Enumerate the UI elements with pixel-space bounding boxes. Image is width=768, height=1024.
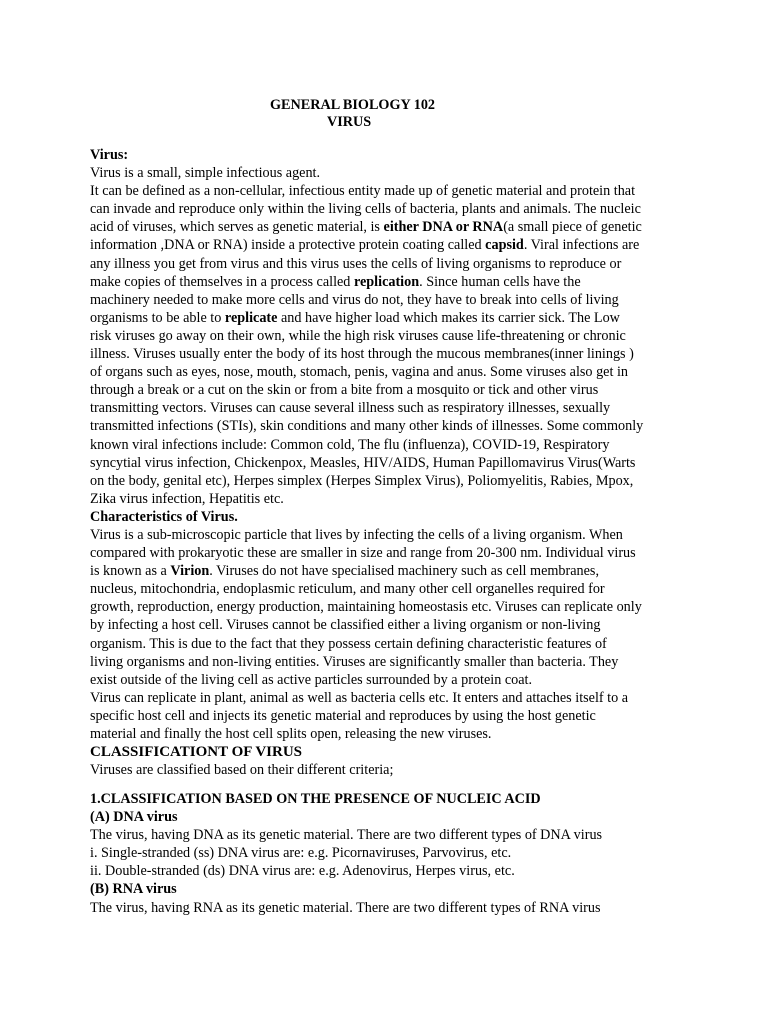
paragraph-line [90,635,690,653]
text-run: organisms to be able to [90,309,225,326]
section-heading-classification: CLASSIFICATIONT OF VIRUS [90,744,302,761]
text-run: exist outside of the living cell as active particles surrounded by a protein coat. [90,671,533,688]
section-characteristics-body [90,526,690,743]
text-run: compared with prokaryotic these are smaller in size and range from 20-300 nm. Individual virus [90,545,636,562]
text-run: growth, reproduction, energy production, maintaining homeostasis etc. Viruses can replicate only [90,599,642,616]
section-heading-nucleic-acid: 1.CLASSIFICATION BASED ON THE PRESENCE OF NUCLEIC ACID [90,791,541,807]
text-run: organism. This is due to the fact that they possess certain defining characteristic features of [90,635,607,652]
classification-intro: Viruses are classified based on their different criteria; [90,762,394,779]
text-run: make copies of themselves in a process called [90,273,354,290]
paragraph-line [90,671,690,689]
section-heading-virus: Virus: [90,147,129,163]
text-run: It can be defined as a non-cellular, infectious entity made up of genetic material and protein that [90,183,636,200]
paragraph-line [90,399,690,417]
paragraph-line [90,218,690,236]
paragraph-line [90,544,690,562]
paragraph-line [90,345,690,363]
text-run: living organisms and non-living entities. Viruses are significantly smaller than bacteria. They [90,653,619,670]
paragraph-line [90,164,690,182]
subheading-dna-virus: (A) DNA virus [90,809,178,826]
section-virus [90,146,690,779]
text-run: transmitted infections (STIs), skin conditions and many other kinds of illnesses. Some commonly [90,418,644,435]
paragraph-line [90,598,690,616]
paragraph-line [90,417,690,435]
text-run: illness. Viruses usually enter the body of its host through the mucous membranes(inner linings ) [90,346,634,363]
paragraph-line [90,653,690,671]
text-run: transmitting vectors. Viruses can cause several illness such as respiratory illnesses, sexually [90,400,611,417]
text-run: information ,DNA or RNA) inside a protective protein coating called [90,237,486,254]
text-run: can invade and reproduce only within the living cells of bacteria, plants and animals. The nucleic [90,201,641,218]
paragraph-line [90,309,690,327]
bold-term: Virion [170,563,210,580]
text-run: machinery needed to make more cells and virus do not, they have to break into cells of living [90,291,619,308]
paragraph-line [90,526,690,544]
paragraph-line [90,327,690,345]
text-run: . Viral infections are [523,237,640,254]
bold-term: replicate [224,309,278,326]
paragraph-line [90,472,690,490]
paragraph-line [90,363,690,381]
paragraph-line [90,273,690,291]
paragraph-line [90,182,690,200]
rna-virus-line: The virus, having RNA as its genetic material. There are two different types of RNA virus [90,899,601,916]
paragraph-line [90,436,690,454]
bold-term: either DNA or RNA [383,219,504,236]
text-run: acid of viruses, which serves as genetic material, is [90,219,384,236]
document-title: GENERAL BIOLOGY 102 [270,97,436,113]
section-virus-body [90,164,690,508]
text-run: is known as a [90,563,171,580]
text-run: Zika virus infection, Hepatitis etc. [90,490,284,507]
text-run: by infecting a host cell. Viruses cannot be classified either a living organism or non-living [90,617,601,634]
text-run: . Viruses do not have specialised machinery such as cell membranes, [209,563,599,580]
paragraph-line [90,562,690,580]
section-heading-characteristics: Characteristics of Virus. [90,508,238,525]
paragraph-line [90,725,690,743]
dna-virus-line: ii. Double-stranded (ds) DNA virus are: e.g. Adenovirus, Herpes virus, etc. [90,863,515,880]
paragraph-line [90,291,690,309]
text-run: specific host cell and injects its genetic material and reproduces by using the host genetic [90,707,596,724]
text-run: syncytial virus infection, Chickenpox, Measles, HIV/AIDS, Human Papillomavirus Virus(Warts [90,454,636,471]
text-run: (a small piece of genetic [503,219,642,236]
text-run: material and finally the host cell splits open, releasing the new viruses. [90,726,492,742]
text-run: Virus is a small, simple infectious agent. [90,165,321,182]
text-run: and have higher load which makes its carrier sick. The Low [277,309,620,326]
text-run: risk viruses go away on their own, while the high risk viruses cause life-threatening or chronic [90,327,626,344]
subheading-rna-virus: (B) RNA virus [90,881,177,898]
paragraph-line [90,236,690,254]
text-run: nucleus, mitochondria, endoplasmic reticulum, and many other cell organelles required for [90,581,605,598]
paragraph-line [90,616,690,634]
dna-virus-line: i. Single-stranded (ss) DNA virus are: e.g. Picornaviruses, Parvovirus, etc. [90,845,512,862]
paragraph-line [90,200,690,218]
text-run: of organs such as eyes, nose, mouth, stomach, penis, vagina and anus. Some viruses also get in [90,364,628,381]
paragraph-line [90,381,690,399]
text-run: through a break or a cut on the skin or from a bite from a mosquito or tick and other virus [90,382,599,399]
bold-term: replication [353,273,420,290]
paragraph-line [90,454,690,472]
document-subtitle: VIRUS [327,114,372,130]
dna-virus-line: The virus, having DNA as its genetic material. There are two different types of DNA virus [90,827,603,844]
text-run: known viral infections include: Common cold, The flu (influenza), COVID-19, Respiratory [90,436,610,453]
section-nucleic-acid [90,790,690,917]
text-run: any illness you get from virus and this virus uses the cells of living organisms to reproduce or [90,255,622,272]
paragraph-line [90,490,690,508]
paragraph-line [90,580,690,598]
text-run: Virus can replicate in plant, animal as well as bacteria cells etc. It enters and attaches itself to a [90,689,629,706]
text-run: Virus is a sub-microscopic particle that lives by infecting the cells of a living organism. When [90,526,623,543]
paragraph-line [90,255,690,273]
bold-term: capsid [485,237,524,254]
text-run: . Since human cells have the [419,273,581,290]
text-run: on the body, genital etc), Herpes simplex (Herpes Simplex Virus), Poliomyelitis, Rabies, Mpox, [90,472,634,489]
paragraph-line [90,707,690,725]
paragraph-line [90,689,690,707]
